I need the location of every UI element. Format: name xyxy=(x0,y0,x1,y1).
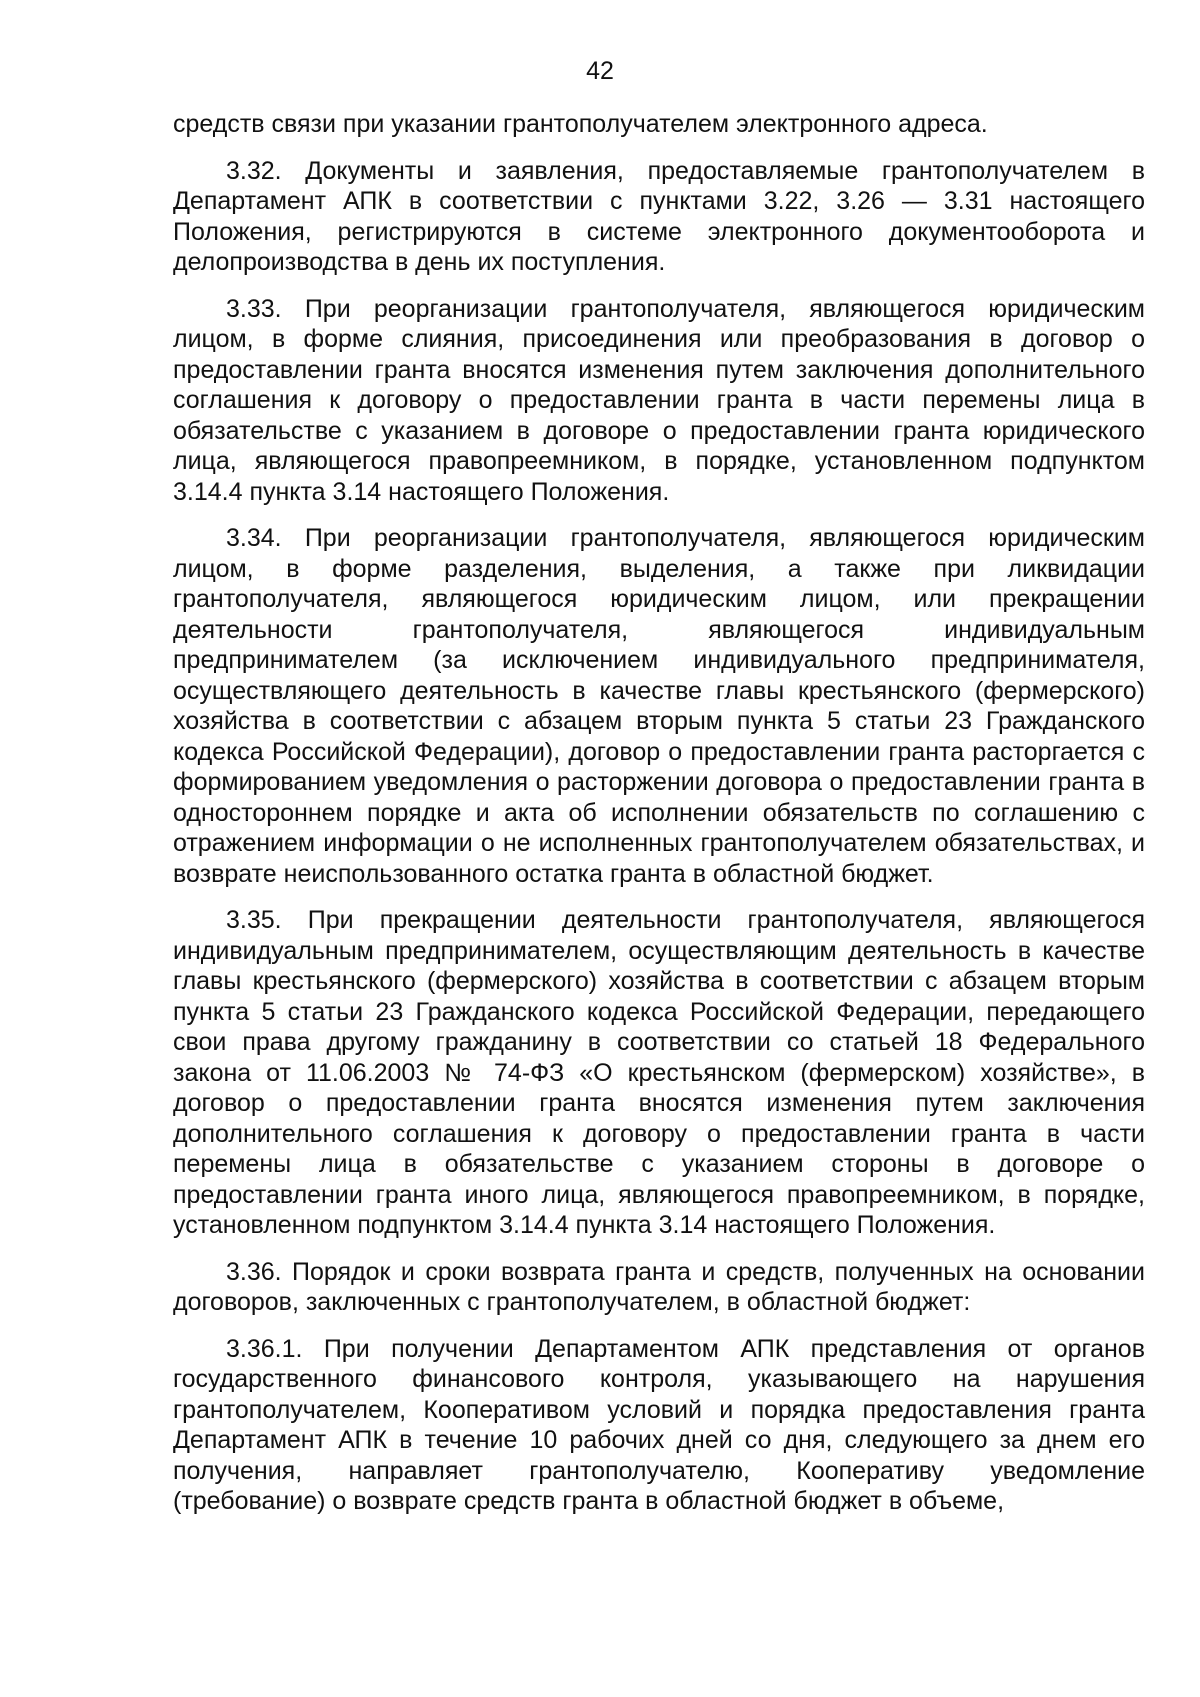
paragraph-continuation: средств связи при указании грантополучателем электронного адреса. xyxy=(173,110,988,138)
paragraph-3-35: 3.35. При прекращении деятельности грантополучателя, являющегося индивидуальным предпринимателем, осуществляющим деятельность в качестве главы крестьянского (фермерского) хозяйства в соответствии с абзацем вторым пункта 5 статьи 23 Гражданского кодекса Российской Федерации, передающего свои права другому гражданину в соответствии со статьей 18 Федерального закона от 11.06.2003 № 74-ФЗ «О крестьянском (фермерском) хозяйстве», в договор о предоставлении гранта вносятся изменения путем заключения дополнительного соглашения к договору о предоставлении гранта в части перемены лица в обязательстве с указанием стороны в договоре о предоставлении гранта иного лица, являющегося правопреемником, в порядке, установленном подпунктом 3.14.4 пункта 3.14 настоящего Положения. xyxy=(173,906,1145,1239)
document-body xyxy=(173,109,1145,1533)
paragraph-3-36: 3.36. Порядок и сроки возврата гранта и средств, полученных на основании договоров, заключенных с грантополучателем, в областной бюджет: xyxy=(173,1257,1145,1316)
paragraph-3-34: 3.34. При реорганизации грантополучателя, являющегося юридическим лицом, в форме разделения, выделения, а также при ликвидации грантополучателя, являющегося юридическим лицом, или прекращении деятельности грантополучателя, являющегося индивидуальным предпринимателем (за исключением индивидуального предпринимателя, осуществляющего деятельность в качестве главы крестьянского (фермерского) хозяйства в соответствии с абзацем вторым пункта 5 статьи 23 Гражданского кодекса Российской Федерации), договор о предоставлении гранта расторгается с формированием уведомления о расторжении договора о предоставлении гранта в одностороннем порядке и акта об исполнении обязательств по соглашению с отражением информации о не исполненных грантополучателем обязательствах, и возврате неиспользованного остатка гранта в областной бюджет. xyxy=(173,524,1145,888)
paragraph-3-33: 3.33. При реорганизации грантополучателя, являющегося юридическим лицом, в форме слияния, присоединения или преобразования в договор о предоставлении гранта вносятся изменения путем заключения дополнительного соглашения к договору о предоставлении гранта в части перемены лица в обязательстве с указанием в договоре о предоставлении гранта юридического лица, являющегося правопреемником, в порядке, установленном подпунктом 3.14.4 пункта 3.14 настоящего Положения. xyxy=(173,294,1145,506)
page-number: 42 xyxy=(586,57,614,85)
paragraph-3-32: 3.32. Документы и заявления, предоставляемые грантополучателем в Департамент АПК в соответствии с пунктами 3.22, 3.26 — 3.31 настоящего Положения, регистрируются в системе электронного документооборота и делопроизводства в день их поступления. xyxy=(173,156,1145,276)
paragraph-3-36-1: 3.36.1. При получении Департаментом АПК представления от органов государственного финансового контроля, указывающего на нарушения грантополучателем, Кооперативом условий и порядка предоставления гранта Департамент АПК в течение 10 рабочих дней со дня, следующего за днем его получения, направляет грантополучателю, Кооперативу уведомление (требование) о возврате средств гранта в областной бюджет в объеме, xyxy=(173,1334,1145,1515)
